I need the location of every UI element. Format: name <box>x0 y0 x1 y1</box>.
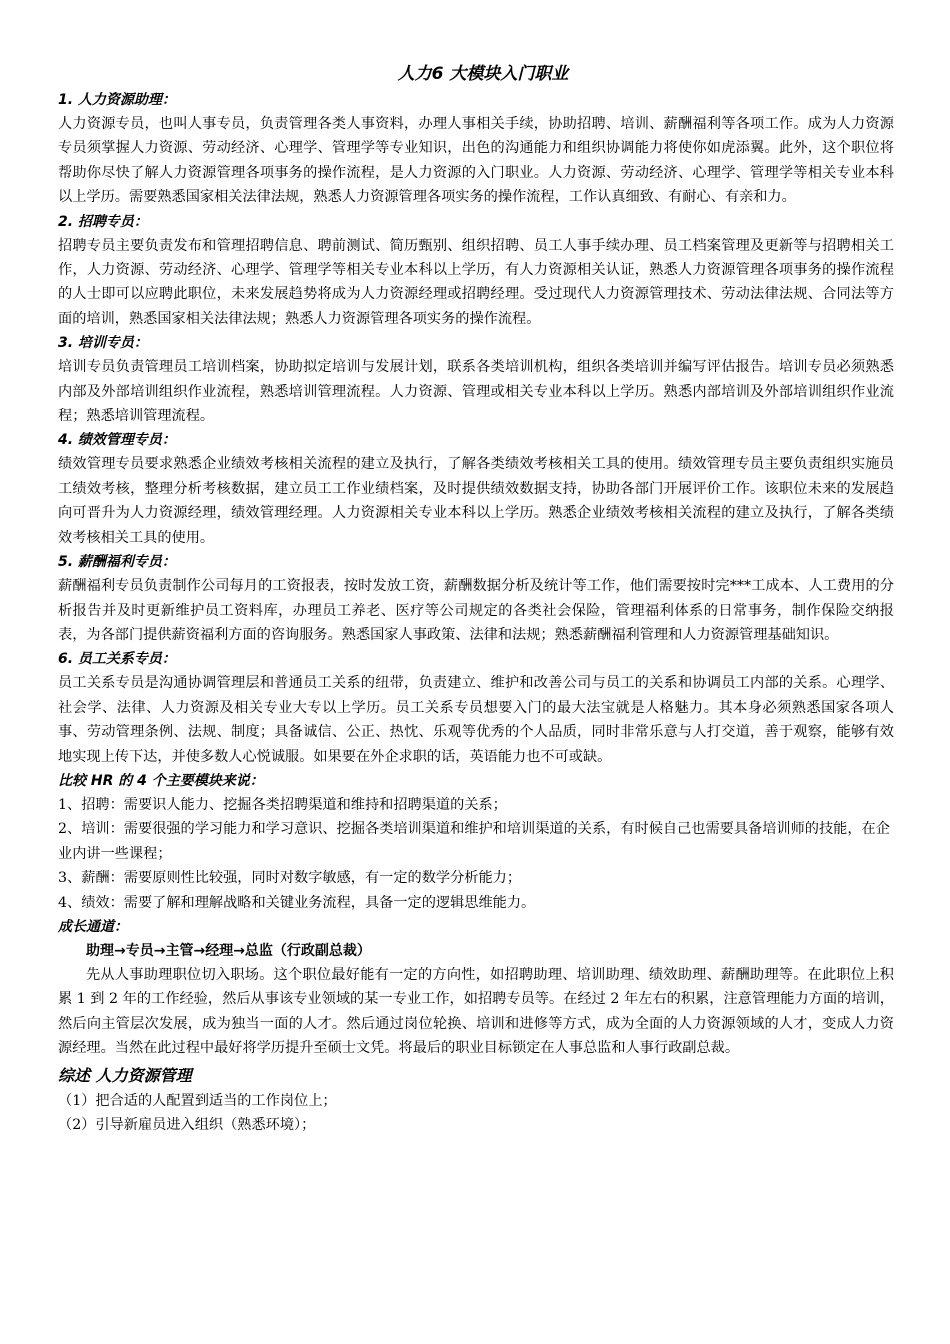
section-heading: 2. 招聘专员： <box>58 213 148 230</box>
comparison-item: 1、招聘：需要识人能力、挖掘各类招聘渠道和维持和招聘渠道的关系； <box>58 796 507 813</box>
section-body: 人力资源专员，也叫人事专员，负责管理各类人事资料，办理人事相关手续，协助招聘、培训、薪酬福利等各项工作。成为人力资源专员须掌握人力资源、劳动经济、心理学、管理学等专业知识，出色的沟通能力和组织协调能力将使你如虎添翼。此外，这个职位将帮助你尽快了解人力资源管理各项事务的操作流程，是人力资源的入门职业。人力资源、劳动经济、心理学、管理学等相关专业本科以上学历。需要熟悉国家相关法律法规，熟悉人力资源管理各项实务的操作流程，工作认真细致、有耐心、有亲和力。 <box>58 116 894 206</box>
section-employee-relations <box>58 647 894 769</box>
section-body: 培训专员负责管理员工培训档案，协助拟定培训与发展计划，联系各类培训机构，组织各类培训并编写评估报告。培训专员必须熟悉内部及外部培训组织作业流程，熟悉培训管理流程。人力资源、管理或相关专业本科以上学历。熟悉内部培训及外部培训组织作业流程；熟悉培训管理流程。 <box>58 359 894 425</box>
section-compensation <box>58 550 894 647</box>
comparison-item: 4、绩效：需要了解和理解战略和关键业务流程，具备一定的逻辑思维能力。 <box>58 894 536 911</box>
section-heading: 3. 培训专员： <box>58 335 148 352</box>
section-performance <box>58 428 894 550</box>
section-comparison <box>58 769 894 915</box>
section-body: 薪酬福利专员负责制作公司每月的工资报表，按时发放工资，薪酬数据分析及统计等工作，他们需要按时完***工成本、人工费用的分析报告并及时更新维护员工资料库，办理员工养老、医疗等公司规定的各类社会保险，管理福利体系的日常事务，制作保险交纳报表，为各部门提供薪资福利方面的咨询服务。熟悉国家人事政策、法律和法规；熟悉薪酬福利管理和人力资源管理基础知识。 <box>58 578 894 643</box>
section-heading: 4. 绩效管理专员： <box>58 432 176 449</box>
section-heading: 5. 薪酬福利专员： <box>58 554 176 571</box>
comparison-heading: 比较 HR 的 4 个主要模块来说： <box>58 772 264 789</box>
section-heading: 6. 员工关系专员： <box>58 651 176 668</box>
career-path: 助理→专员→主管→经理→总监（行政副总裁） <box>86 942 371 959</box>
section-recruiter <box>58 210 894 332</box>
section-body: 招聘专员主要负责发布和管理招聘信息、聘前测试、简历甄别、组织招聘、员工人事手续办理、员工档案管理及更新等与招聘相关工作，人力资源、劳动经济、心理学、管理学等相关专业本科以上学历，有人力资源相关认证，熟悉人力资源管理各项事务的操作流程的人士即可以应聘此职位，未来发展趋势将成为人力资源经理或招聘经理。受过现代人力资源管理技术、劳动法律法规、合同法等方面的培训，熟悉国家相关法律法规；熟悉人力资源管理各项实务的操作流程。 <box>58 237 894 327</box>
section-body: 员工关系专员是沟通协调管理层和普通员工关系的纽带，负责建立、维护和改善公司与员工的关系和协调员工内部的关系。心理学、社会学、法律、人力资源及相关专业大专以上学历。员工关系专员想要入门的最大法宝就是人格魅力。其本身必须熟悉国家各项人事、劳动管理条例、法规、制度；具备诚信、公正、热忱、乐观等优秀的个人品质，同时非常乐意与人打交道，善于观察，能够有效地实现上传下达，并使多数人心悦诚服。如果要在外企求职的话，英语能力也不可或缺。 <box>58 675 894 765</box>
section-trainer <box>58 331 894 428</box>
summary-item: （1）把合适的人配置到适当的工作岗位上； <box>58 1092 337 1109</box>
section-heading: 1. 人力资源助理： <box>58 92 176 108</box>
growth-heading: 成长通道： <box>58 918 128 935</box>
section-summary <box>58 1063 894 1138</box>
section-hr-assistant <box>58 88 894 210</box>
comparison-item: 3、薪酬：需要原则性比较强，同时对数字敏感，有一定的数学分析能力； <box>58 870 522 887</box>
document-page <box>58 60 894 1137</box>
summary-item: （2）引导新雇员进入组织（熟悉环境）； <box>58 1117 316 1133</box>
comparison-item: 2、培训：需要很强的学习能力和学习意识、挖掘各类培训渠道和维护和培训渠道的关系，有时候自己也需要具备培训师的技能，在企业内讲一些课程； <box>58 821 890 862</box>
section-growth <box>58 915 894 1061</box>
section-body: 绩效管理专员要求熟悉企业绩效考核相关流程的建立及执行，了解各类绩效考核相关工具的使用。绩效管理专员主要负责组织实施员工绩效考核，整理分析考核数据，建立员工工作业绩档案，及时提供绩效数据支持，协助各部门开展评价工作。该职位未来的发展趋向可晋升为人力资源经理，绩效管理经理。人力资源相关专业本科以上学历。熟悉企业绩效考核相关流程的建立及执行，了解各类绩效考核相关工具的使用。 <box>58 456 894 546</box>
document-title: 人力6 大模块入门职业 <box>397 64 569 84</box>
growth-body: 先从人事助理职位切入职场。这个职位最好能有一定的方向性，如招聘助理、培训助理、绩效助理、薪酬助理等。在此职位上积累 1 到 2 年的工作经验，然后从事该专业领域的某一专业工作，如招聘专员等。在经过 2 年左右的积累，注意管理能力方面的培训，然后向主管层次发展，成为独当一面的人才。然后通过岗位轮换、培训和进修等方式，成为全面的人力资源领域的人才，变成人力资源经理。当然在此过程中最好将学历提升至硕士文凭。将最后的职业目标锁定在人事总监和人事行政副总裁。 <box>58 966 894 1057</box>
summary-heading: 综述 人力资源管理 <box>58 1065 192 1085</box>
